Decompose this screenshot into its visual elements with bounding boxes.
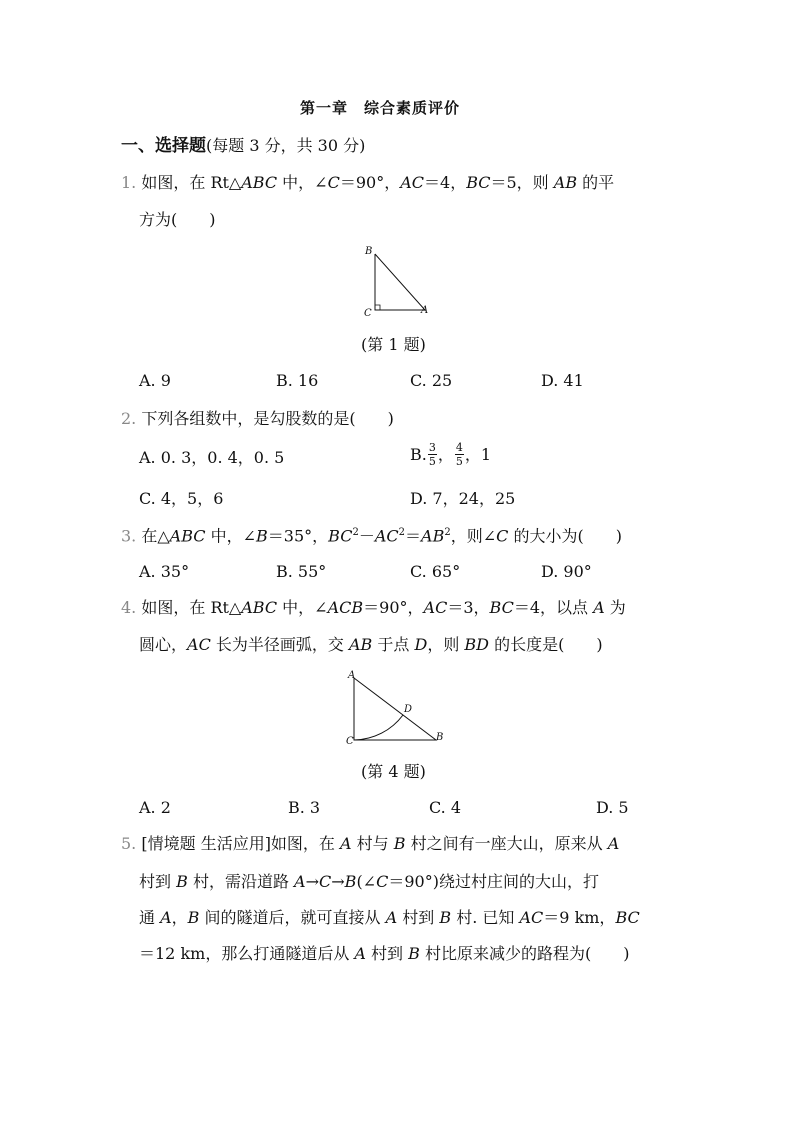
question-number: 1. xyxy=(121,173,137,192)
vertex-label-a: A xyxy=(421,305,429,316)
option-4a: A. 2 xyxy=(139,798,171,817)
figure-4-caption: (第 4 题) xyxy=(361,762,426,781)
option-3b: B. 55° xyxy=(276,562,327,581)
arc-cd xyxy=(354,715,403,740)
option-1c: C. 25 xyxy=(410,371,453,390)
figure-4-triangle-arc xyxy=(340,668,450,748)
question-number: 4. xyxy=(121,598,137,617)
option-2a: A. 0. 3，0. 4，0. 5 xyxy=(139,448,285,467)
vertex-label-c: C xyxy=(364,308,372,319)
figure-1-caption: (第 1 题) xyxy=(361,335,426,354)
option-3c: C. 65° xyxy=(410,562,461,581)
question-5-line-1: 5. [情境题 生活应用]如图，在 A 村与 B 村之间有一座大山，原来从 A xyxy=(121,834,620,853)
option-4d: D. 5 xyxy=(596,798,629,817)
option-2d: D. 7，24，25 xyxy=(410,489,516,508)
question-number: 3. xyxy=(121,526,137,546)
question-5-line-2: 村到 B 村，需沿道路 A→C→B(∠C＝90°)绕过村庄间的大山，打 xyxy=(139,872,599,891)
triangle-outline xyxy=(375,254,425,310)
question-5-line-3: 通 A，B 间的隧道后，就可直接从 A 村到 B 村. 已知 AC＝9 km，BC xyxy=(139,908,640,927)
point-label-d: D xyxy=(404,704,413,715)
question-1-line-2: 方为( ) xyxy=(139,210,216,229)
question-1-line-1: 1. 如图，在 Rt△ABC 中，∠C＝90°，AC＝4，BC＝5，则 AB 的平 xyxy=(121,173,615,192)
option-1d: D. 41 xyxy=(541,371,584,390)
option-1a: A. 9 xyxy=(139,371,171,390)
question-4-line-2: 圆心，AC 长为半径画弧，交 AB 于点 D，则 BD 的长度是( ) xyxy=(139,635,603,654)
fraction-3-5: $\frac{3}{5}$ xyxy=(428,441,436,468)
figure-1-triangle xyxy=(355,240,445,320)
fraction-4-5: $\frac{4}{5}$ xyxy=(455,441,463,468)
option-4b: B. 3 xyxy=(288,798,321,817)
question-4-line-1: 4. 如图，在 Rt△ABC 中，∠ACB＝90°，AC＝3，BC＝4，以点 A 为 xyxy=(121,598,626,617)
option-1b: B. 16 xyxy=(276,371,319,390)
section-heading-label: 一、选择题 xyxy=(121,136,206,156)
option-3a: A. 35° xyxy=(139,562,190,581)
option-2c: C. 4，5，6 xyxy=(139,489,224,508)
section-note: (每题 3 分，共 30 分) xyxy=(206,136,366,155)
triangle-outline xyxy=(354,678,436,740)
vertex-label-b: B xyxy=(365,246,373,257)
question-number: 5. xyxy=(121,834,137,853)
question-3-line-1: 3. 在△ABC 中，∠B＝35°，$BC^2-AC^2=AB^2$，则∠C 的大小为( ) xyxy=(121,526,622,546)
option-4c: C. 4 xyxy=(429,798,462,817)
vertex-label-c: C xyxy=(346,736,354,747)
question-number: 2. xyxy=(121,409,137,428)
page-title: 第一章 综合素质评价 xyxy=(300,99,461,117)
option-2b: B. $\frac{3}{5}$ ， $\frac{4}{5}$ ，1 xyxy=(410,441,492,468)
vertex-label-a: A xyxy=(348,670,356,681)
option-3d: D. 90° xyxy=(541,562,592,581)
question-5-line-4: ＝12 km，那么打通隧道后从 A 村到 B 村比原来减少的路程为( ) xyxy=(139,944,630,963)
vertex-label-b: B xyxy=(436,732,444,743)
right-angle-marker xyxy=(375,305,380,310)
question-2-line-1: 2. 下列各组数中，是勾股数的是( ) xyxy=(121,409,394,428)
section-heading xyxy=(121,138,365,155)
